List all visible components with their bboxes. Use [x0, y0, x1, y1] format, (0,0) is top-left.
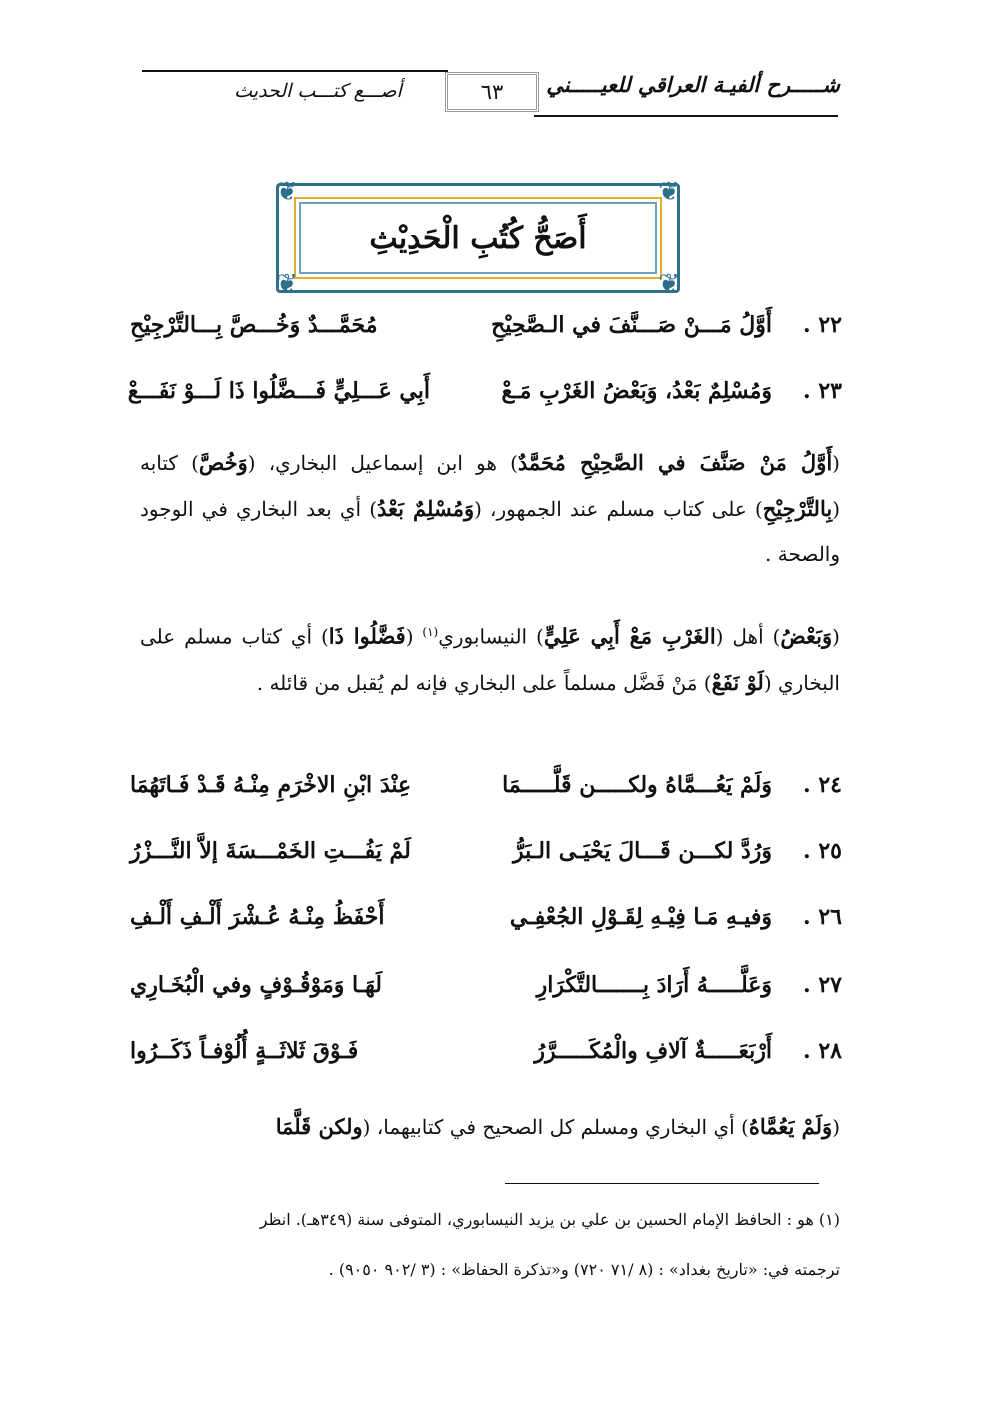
verse-number: ٢٤ .	[803, 772, 842, 798]
body-text: أي كتاب مسلم على البخاري	[140, 624, 840, 695]
header-book-title: شـــــرح ألفيـة العراقي للعيـــــني	[546, 72, 840, 97]
verse-first-hemistich: وَمُسْلِمٌ بَعْدُ، وَبَعْضُ الغَرْبِ مَـعْ	[501, 378, 772, 404]
footnote-separator	[505, 1183, 819, 1184]
verse-line	[130, 904, 842, 944]
verse-line	[130, 838, 842, 878]
quoted-text: الغَرْبِ مَعْ أَبِي عَلِيٍّ	[543, 623, 716, 649]
verse-number: ٢٦ .	[803, 904, 842, 930]
ornament-icon: ❦	[276, 269, 298, 299]
verse-first-hemistich: وَرُدَّ لكـــن قَـــالَ يَحْيَـى الـبَرُّ	[513, 838, 772, 864]
quoted-text: بِالتَّرْجِيْحِ	[762, 496, 833, 521]
verse-second-hemistich: فَـوْقَ ثَلاثَــةٍ أُلُوْفـاً ذَكَــرُوا	[130, 1038, 359, 1064]
ornament-icon: ❦	[658, 177, 680, 207]
verse-first-hemistich: أَوَّلُ مَـــنْ صَـــنَّفَ في الـصَّحِيْحِ	[491, 312, 772, 338]
verse-number: ٢٢ .	[803, 312, 842, 338]
header-chapter-title: أصـــع كتـــب الحديث	[234, 80, 402, 102]
header-rule-left	[142, 70, 448, 72]
quoted-text: لَوْ نَفَعْ	[711, 669, 764, 695]
verse-second-hemistich: لَهَـا وَمَوْقُـوْفٍ وفي الْبُخَـارِي	[130, 972, 383, 998]
verse-second-hemistich: أَحْفَظُ مِنْـهُ عُـشْرَ أَلْـفِ أَلْـفِ	[130, 904, 385, 930]
page-header	[140, 68, 840, 118]
quoted-text: وَخُصَّ	[198, 450, 248, 475]
ornament-icon: ❦	[276, 177, 298, 207]
verse-second-hemistich: أَبِي عَـــلِيٍّ فَـــضَّلُوا ذَا لَـــوْ نَفَـــعْ	[127, 378, 430, 404]
quoted-text: وَمُسْلِمٌ بَعْدُ	[377, 496, 475, 521]
page-number: ٦٣	[445, 72, 539, 112]
verse-line	[130, 972, 842, 1012]
footnote-line: ترجمته في: «تاريخ بغداد» : (٨ /٧١ ٧٢٠) و«تذكرة الحفاظ» : (٣ /٩٠٢ ٩٠٥٠) .	[328, 1260, 840, 1279]
header-rule-right	[534, 115, 838, 117]
verse-number: ٢٣ .	[803, 378, 842, 404]
verse-second-hemistich: عِنْدَ ابْنِ الاخْرَمِ مِنْـهُ قَـدْ فَـاتَهُمَا	[130, 772, 412, 798]
verse-first-hemistich: أَرْبَعَـــــةٌ آلافِ والْمُكَـــــرَّرُ	[534, 1038, 772, 1064]
verse-first-hemistich: وَلَمْ يَعُـــمَّاهُ ولكـــــن قَلَّـــــمَا	[502, 772, 772, 798]
footnote-line: (١) هو : الحافظ الإمام الحسين بن علي بن يزيد النيسابوري، المتوفى سنة (٣٤٩هـ). انظر	[259, 1210, 840, 1229]
quoted-text: فَضَّلُوا ذَا	[328, 623, 406, 649]
verse-line	[127, 378, 842, 418]
body-text: النيسابوري	[438, 624, 528, 649]
footnote-reference: (١)	[422, 625, 439, 639]
commentary-paragraph: (أَوَّلُ مَنْ صَنَّفَ في الصَّحِيْحِ مُحَمَّدٌ) هو ابن إسماعيل البخاري، (وَخُصَّ) كتابه (بِالتَّرْجِيْحِ) على كتاب مسلم عند الجمهور، (وَمُسْلِمٌ بَعْدُ) أي بعد البخاري في الوجود والصحة .	[140, 450, 841, 566]
quoted-text: وَبَعْضُ	[780, 623, 833, 649]
commentary-paragraph: (وَلَمْ يَعُمَّاهُ) أي البخاري ومسلم كل الصحيح في كتابيهما، (ولكن قَلَّمَا	[275, 1114, 840, 1139]
verse-line	[130, 772, 842, 812]
verse-line	[130, 312, 842, 352]
body-text: أهل	[732, 624, 764, 649]
quoted-text: أَوَّلُ مَنْ صَنَّفَ في الصَّحِيْحِ مُحَمَّدٌ	[517, 450, 833, 475]
verse-line	[130, 1038, 842, 1078]
verse-first-hemistich: وَعَلَّـــــهُ أَرَادَ بِـــــــالتَّكْرَارِ	[536, 972, 772, 998]
commentary-paragraph: (وَبَعْضُ) أهل (الغَرْبِ مَعْ أَبِي عَلِيٍّ) النيسابوري$^{(١)}$ (فَضَّلُوا ذَا) أي كتاب مسلم على البخاري (لَوْ نَفَعْ) مَنْ فَضَّل مسلماً على البخاري فإنه لم يُقبل من قائله .	[140, 623, 840, 695]
body-text: كتابه	[140, 451, 178, 475]
ornament-icon: ❦	[658, 269, 680, 299]
verse-number: ٢٨ .	[803, 1038, 842, 1064]
body-text: هو ابن إسماعيل البخاري،	[268, 451, 497, 475]
body-text: مَنْ فَضَّل مسلماً على البخاري فإنه لم يُقبل من قائله .	[256, 670, 698, 695]
body-text: على كتاب مسلم عند الجمهور،	[490, 497, 747, 521]
body-text: أي بعد البخاري في الوجود والصحة .	[140, 497, 840, 566]
section-title-frame	[276, 177, 680, 299]
verse-second-hemistich: مُحَمَّـــدٌ وَخُـــصَّ بِـــالتَّرْجِيْحِ	[130, 312, 378, 338]
verse-number: ٢٧ .	[803, 972, 842, 998]
verse-first-hemistich: وَفيـهِ مَـا فِيْـهِ لِقَـوْلِ الجُعْفِـي	[509, 904, 772, 930]
section-title: أَصَحُّ كُتُبِ الْحَدِيْثِ	[369, 221, 587, 256]
verse-number: ٢٥ .	[803, 838, 842, 864]
quoted-text: ولكن قَلَّمَا	[275, 1114, 363, 1139]
quoted-text: وَلَمْ يَعُمَّاهُ	[748, 1114, 833, 1139]
verse-second-hemistich: لَمْ يَفُـــتِ الخَمْـــسَةَ إلاَّ النَّـــزْرُ	[130, 838, 411, 864]
body-text: أي البخاري ومسلم كل الصحيح في كتابيهما،	[376, 1115, 735, 1139]
